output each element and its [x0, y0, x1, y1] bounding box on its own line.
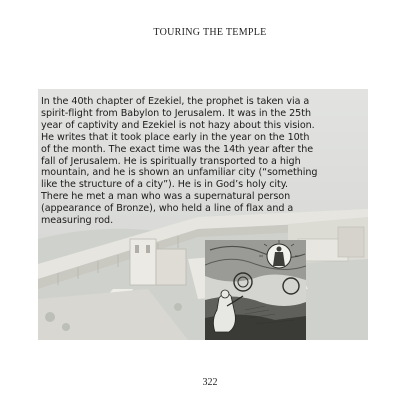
caption-line: (appearance of Bronze), who held a line of flax and a	[41, 203, 294, 215]
caption-line: year of captivity and Ezekiel is not hazy about this vision.	[41, 119, 315, 131]
caption-line: of the month. The exact time was the 14th year after the	[41, 143, 314, 155]
caption-line: In the 40th chapter of Ezekiel, the prophet is taken via a	[41, 96, 310, 107]
caption-line: There he met a man who was a supernatural person	[41, 191, 291, 203]
caption-line: measuring rod.	[41, 215, 114, 227]
caption-line: like the structure of a city”). He is in God’s holy city.	[41, 179, 289, 191]
figure-caption	[41, 96, 366, 227]
running-title: TOURING THE TEMPLE	[153, 27, 267, 38]
ezekiel-vision-engraving	[205, 240, 306, 340]
caption-line: fall of Jerusalem. He is spiritually transported to a high	[41, 155, 301, 167]
caption-line: spirit-flight from Babylon to Jerusalem. It was in the 25th	[41, 107, 311, 119]
page-number: 322	[202, 377, 218, 388]
temple-illustration	[38, 89, 368, 340]
caption-line: mountain, and he is shown an unfamiliar city (“something	[41, 167, 318, 179]
caption-line: He writes that it took place early in the year on the 10th	[41, 131, 310, 143]
